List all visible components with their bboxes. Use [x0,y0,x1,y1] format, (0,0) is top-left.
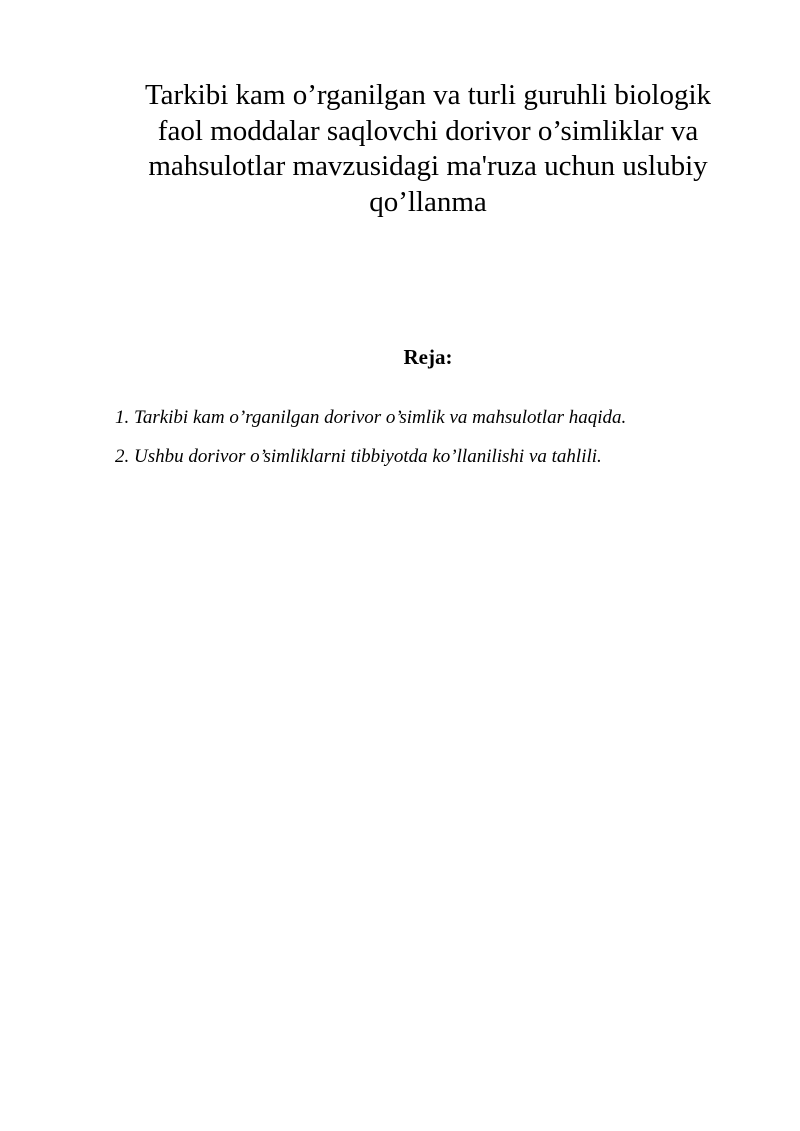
title-line: Tarkibi kam o’rganilgan va turli guruhli biologik [144,79,712,111]
plan-item: 2. Ushbu dorivor o’simliklarni tibbiyotda ko’llanilishi va tahlili. [115,446,602,467]
title-line: qo’llanma [369,185,487,218]
title-line: mahsulotlar mavzusidagi ma'ruza uchun uslubiy [148,150,708,182]
plan-heading: Reja: [403,345,453,369]
title-line: faol moddalar saqlovchi dorivor o’simliklar va [157,114,699,147]
plan-list [115,405,765,483]
document-title [128,78,728,220]
plan-item: 1. Tarkibi kam o’rganilgan dorivor o’simlik va mahsulotlar haqida. [115,407,627,428]
